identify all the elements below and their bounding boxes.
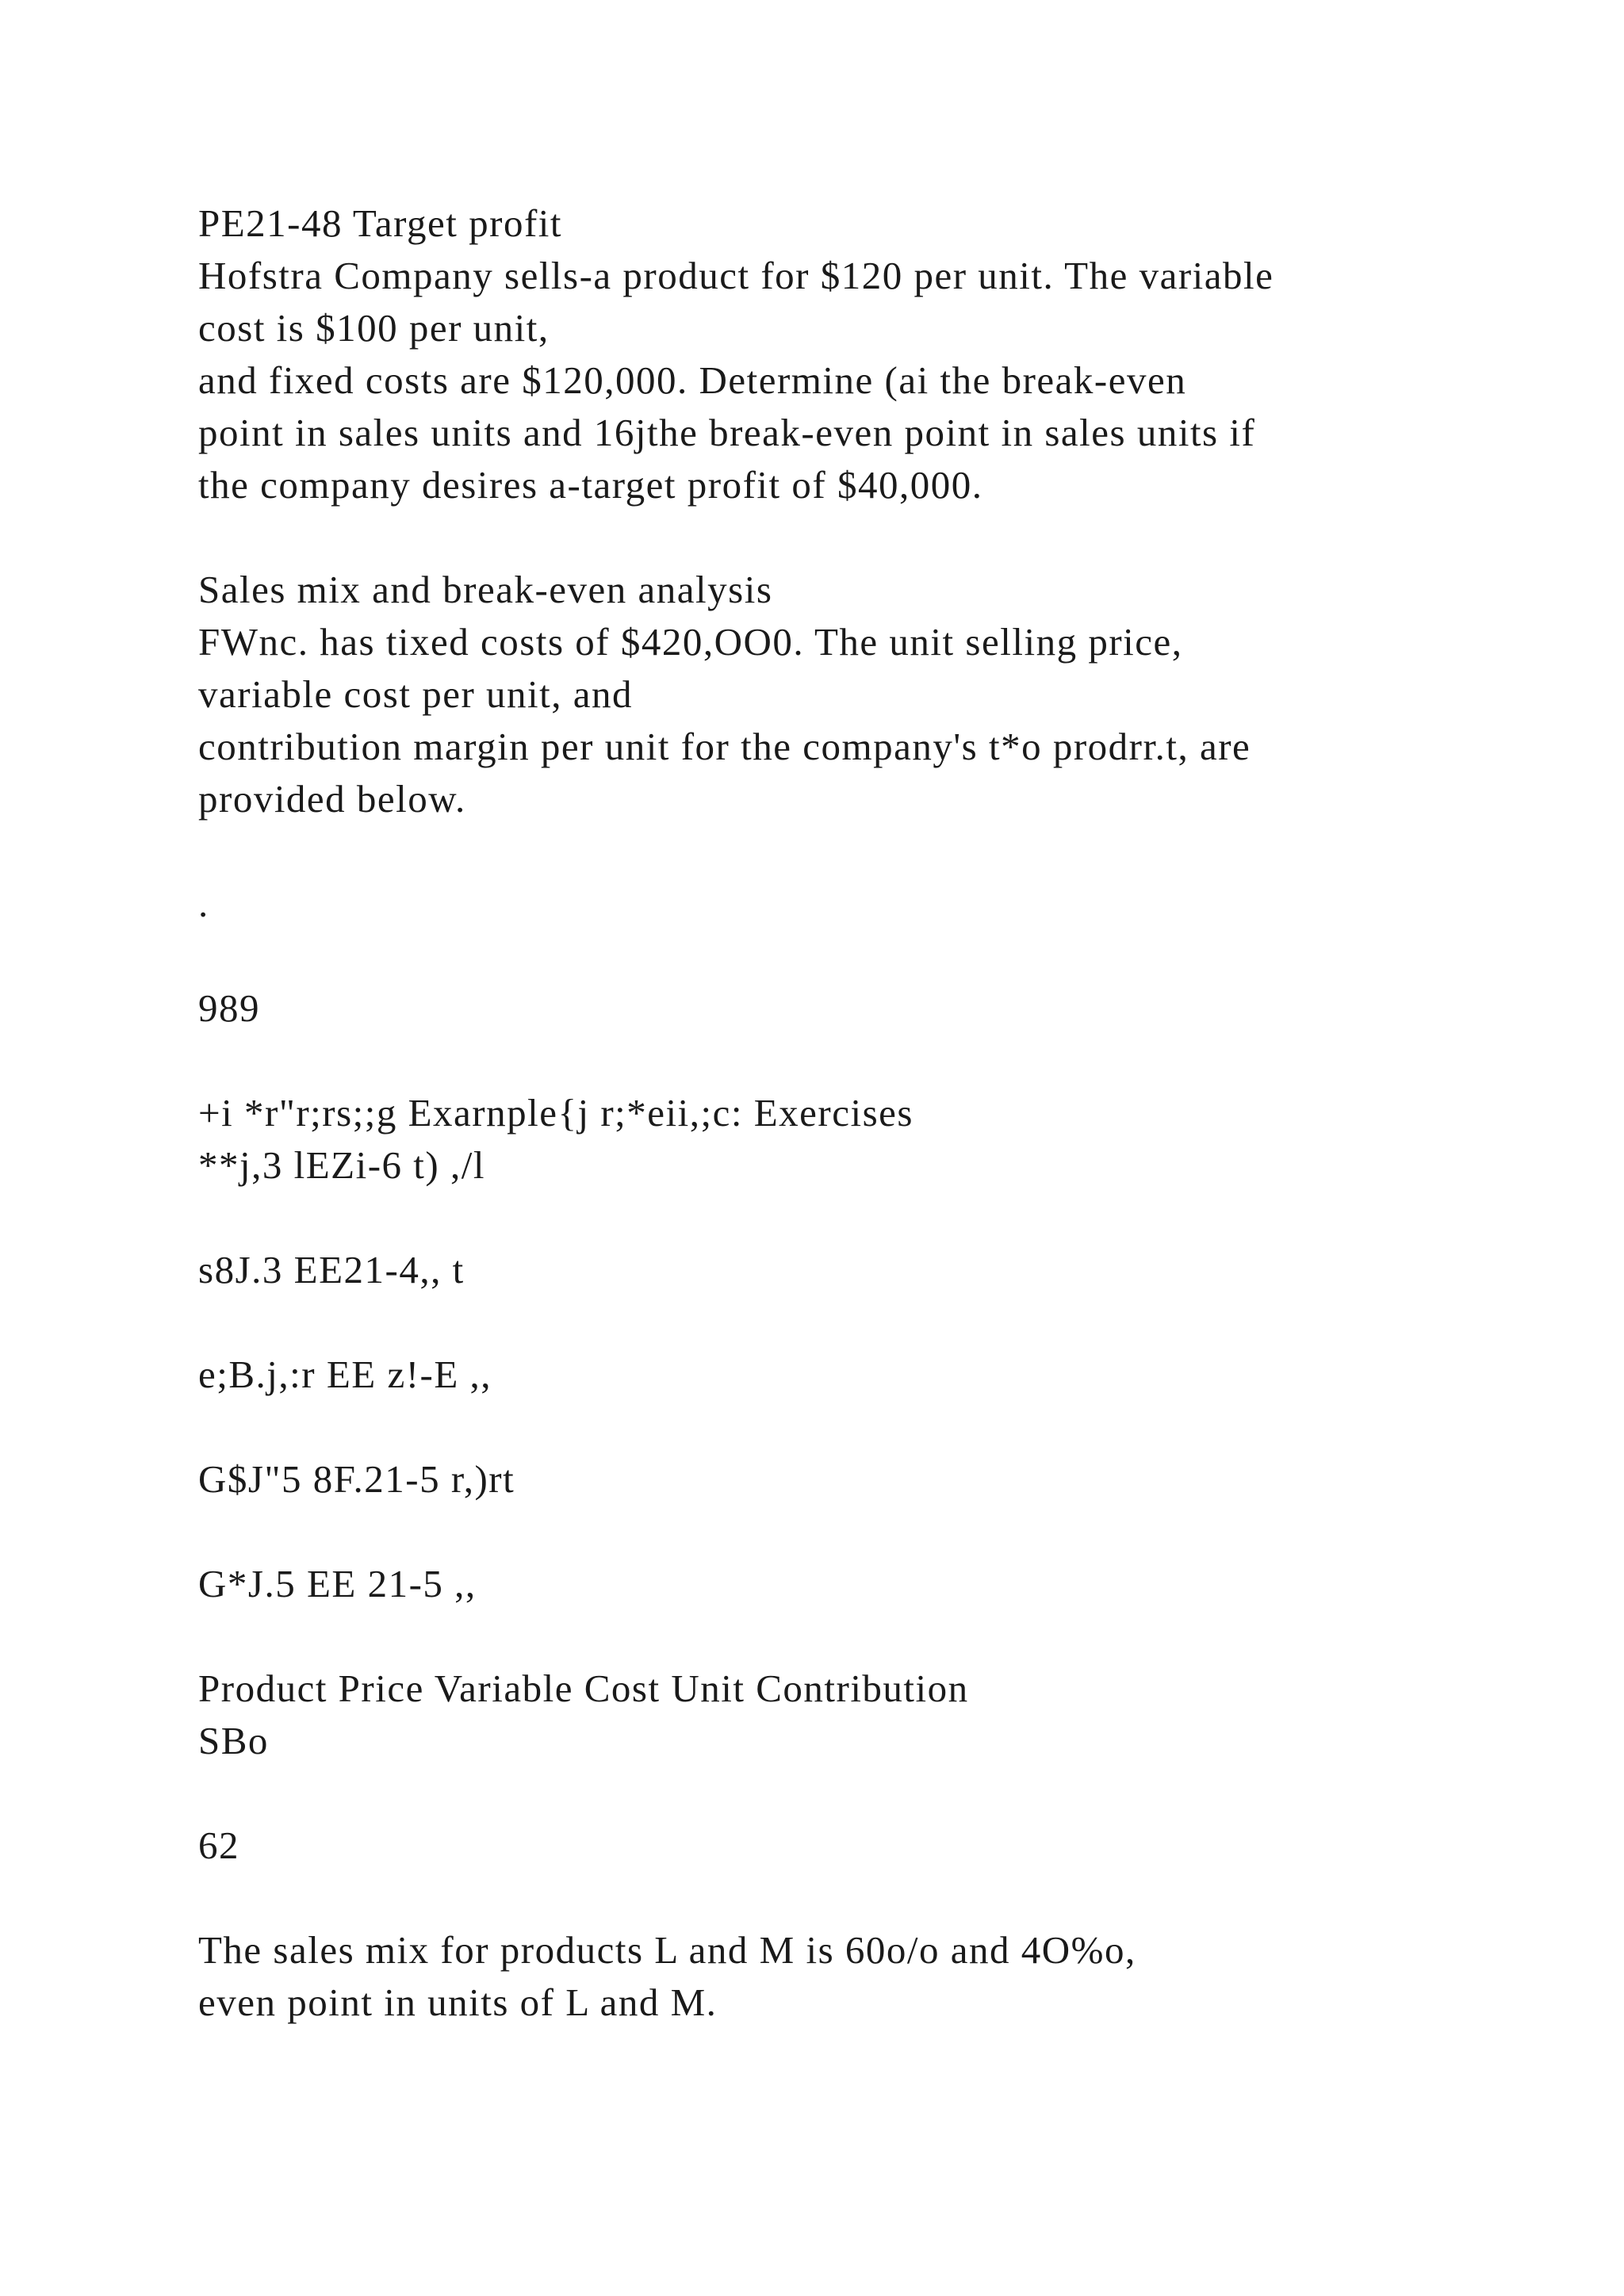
document-body bbox=[198, 197, 1546, 2029]
text-line: The sales mix for products L and M is 60o/o and 4O%o, bbox=[198, 1928, 1136, 1972]
blank-line bbox=[198, 1872, 1546, 1924]
blank-line bbox=[198, 1506, 1546, 1558]
table-header-line: Product Price Variable Cost Unit Contribution bbox=[198, 1667, 969, 1710]
text-line: s8J.3 EE21-4,, t bbox=[198, 1248, 465, 1292]
blank-line bbox=[198, 1767, 1546, 1820]
text-line: provided below. bbox=[198, 777, 466, 821]
exercise-heading: PE21-48 Target profit bbox=[198, 201, 563, 245]
text-line: FWnc. has tixed costs of $420,OO0. The unit selling price, bbox=[198, 620, 1183, 664]
text-line: cost is $100 per unit, bbox=[198, 306, 550, 350]
section-heading: Sales mix and break-even analysis bbox=[198, 568, 773, 611]
blank-line bbox=[198, 1610, 1546, 1663]
text-line: contribution margin per unit for the company's t*o prodrr.t, are bbox=[198, 725, 1251, 768]
blank-line bbox=[198, 1035, 1546, 1087]
page-number: 989 bbox=[198, 986, 260, 1030]
blank-line bbox=[198, 825, 1546, 878]
text-line: point in sales units and 16jthe break-even point in sales units if bbox=[198, 411, 1256, 454]
text-line: variable cost per unit, and bbox=[198, 672, 634, 716]
blank-line bbox=[198, 930, 1546, 982]
text-line: e;B.j,:r EE z!-E ,, bbox=[198, 1353, 492, 1396]
text-line: **j,3 lEZi-6 t) ,/l bbox=[198, 1143, 485, 1187]
text-line: G*J.5 EE 21-5 ,, bbox=[198, 1562, 477, 1605]
blank-line bbox=[198, 1401, 1546, 1453]
text-line: and fixed costs are $120,000. Determine (ai the break-even bbox=[198, 358, 1187, 402]
text-line: even point in units of L and M. bbox=[198, 1980, 718, 2024]
text-line: the company desires a-target profit of $40,000. bbox=[198, 463, 983, 507]
text-line: +i *r"r;rs;;g Exarnple{j r;*eii,;c: Exercises bbox=[198, 1091, 914, 1135]
blank-line bbox=[198, 1192, 1546, 1244]
text-line: . bbox=[198, 882, 209, 925]
blank-line bbox=[198, 511, 1546, 564]
text-line: G$J"5 8F.21-5 r,)rt bbox=[198, 1457, 515, 1501]
text-line: 62 bbox=[198, 1823, 239, 1867]
blank-line bbox=[198, 1296, 1546, 1349]
text-line: SBo bbox=[198, 1719, 269, 1762]
text-line: Hofstra Company sells-a product for $120 per unit. The variable bbox=[198, 254, 1274, 297]
